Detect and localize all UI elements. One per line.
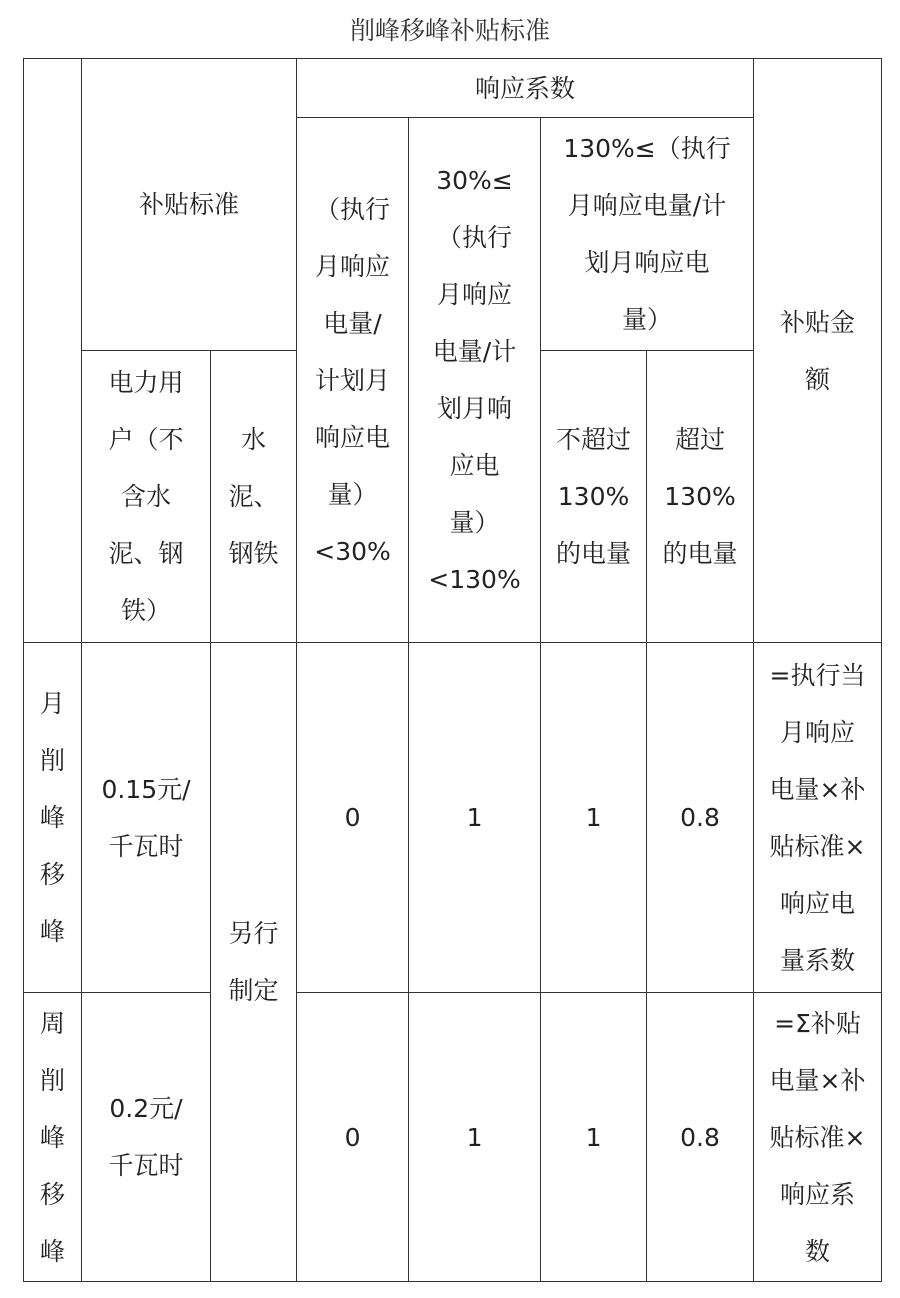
header-coef-30-130: 30%≤ （执行 月响应 电量/计 划月响 应电 量） <130% <box>409 118 541 643</box>
coef-lt30-monthly: 0 <box>297 643 409 993</box>
amount-formula-monthly: =执行当 月响应 电量×补 贴标准× 响应电 量系数 <box>754 643 882 993</box>
coef-exceed-monthly: 0.8 <box>647 643 754 993</box>
header-response-coefficient: 响应系数 <box>297 59 754 118</box>
power-user-rate-monthly: 0.15元/ 千瓦时 <box>82 643 211 993</box>
coef-30-130-monthly: 1 <box>409 643 541 993</box>
row-type-monthly: 月 削 峰 移 峰 <box>24 643 82 993</box>
header-subsidy-standard: 补贴标准 <box>82 59 297 351</box>
coef-exceed-weekly: 0.8 <box>647 993 754 1282</box>
table-row-weekly <box>24 993 882 1282</box>
header-row-1 <box>24 59 882 118</box>
cement-steel-rate: 另行 制定 <box>211 643 297 1282</box>
coef-not-exceed-weekly: 1 <box>541 993 647 1282</box>
coef-not-exceed-monthly: 1 <box>541 643 647 993</box>
header-power-users: 电力用 户（不 含水 泥、钢 铁） <box>82 351 211 643</box>
amount-formula-weekly: =Σ补贴 电量×补 贴标准× 响应系 数 <box>754 993 882 1282</box>
header-not-exceed-130: 不超过 130% 的电量 <box>541 351 647 643</box>
row-type-weekly: 周 削 峰 移 峰 <box>24 993 82 1282</box>
header-subsidy-amount: 补贴金 额 <box>754 59 882 643</box>
header-coef-ge130: 130%≤（执行 月响应电量/计 划月响应电 量） <box>541 118 754 351</box>
table-caption: 削峰移峰补贴标准 <box>349 16 550 45</box>
power-user-rate-weekly: 0.2元/ 千瓦时 <box>82 993 211 1282</box>
header-cement-steel: 水 泥、 钢铁 <box>211 351 297 643</box>
table-row-monthly <box>24 643 882 993</box>
header-exceed-130: 超过 130% 的电量 <box>647 351 754 643</box>
header-coef-lt30: （执行 月响应 电量/ 计划月 响应电 量） <30% <box>297 118 409 643</box>
coef-lt30-weekly: 0 <box>297 993 409 1282</box>
corner-cell <box>24 59 82 643</box>
subsidy-standard-table <box>23 58 882 1282</box>
coef-30-130-weekly: 1 <box>409 993 541 1282</box>
